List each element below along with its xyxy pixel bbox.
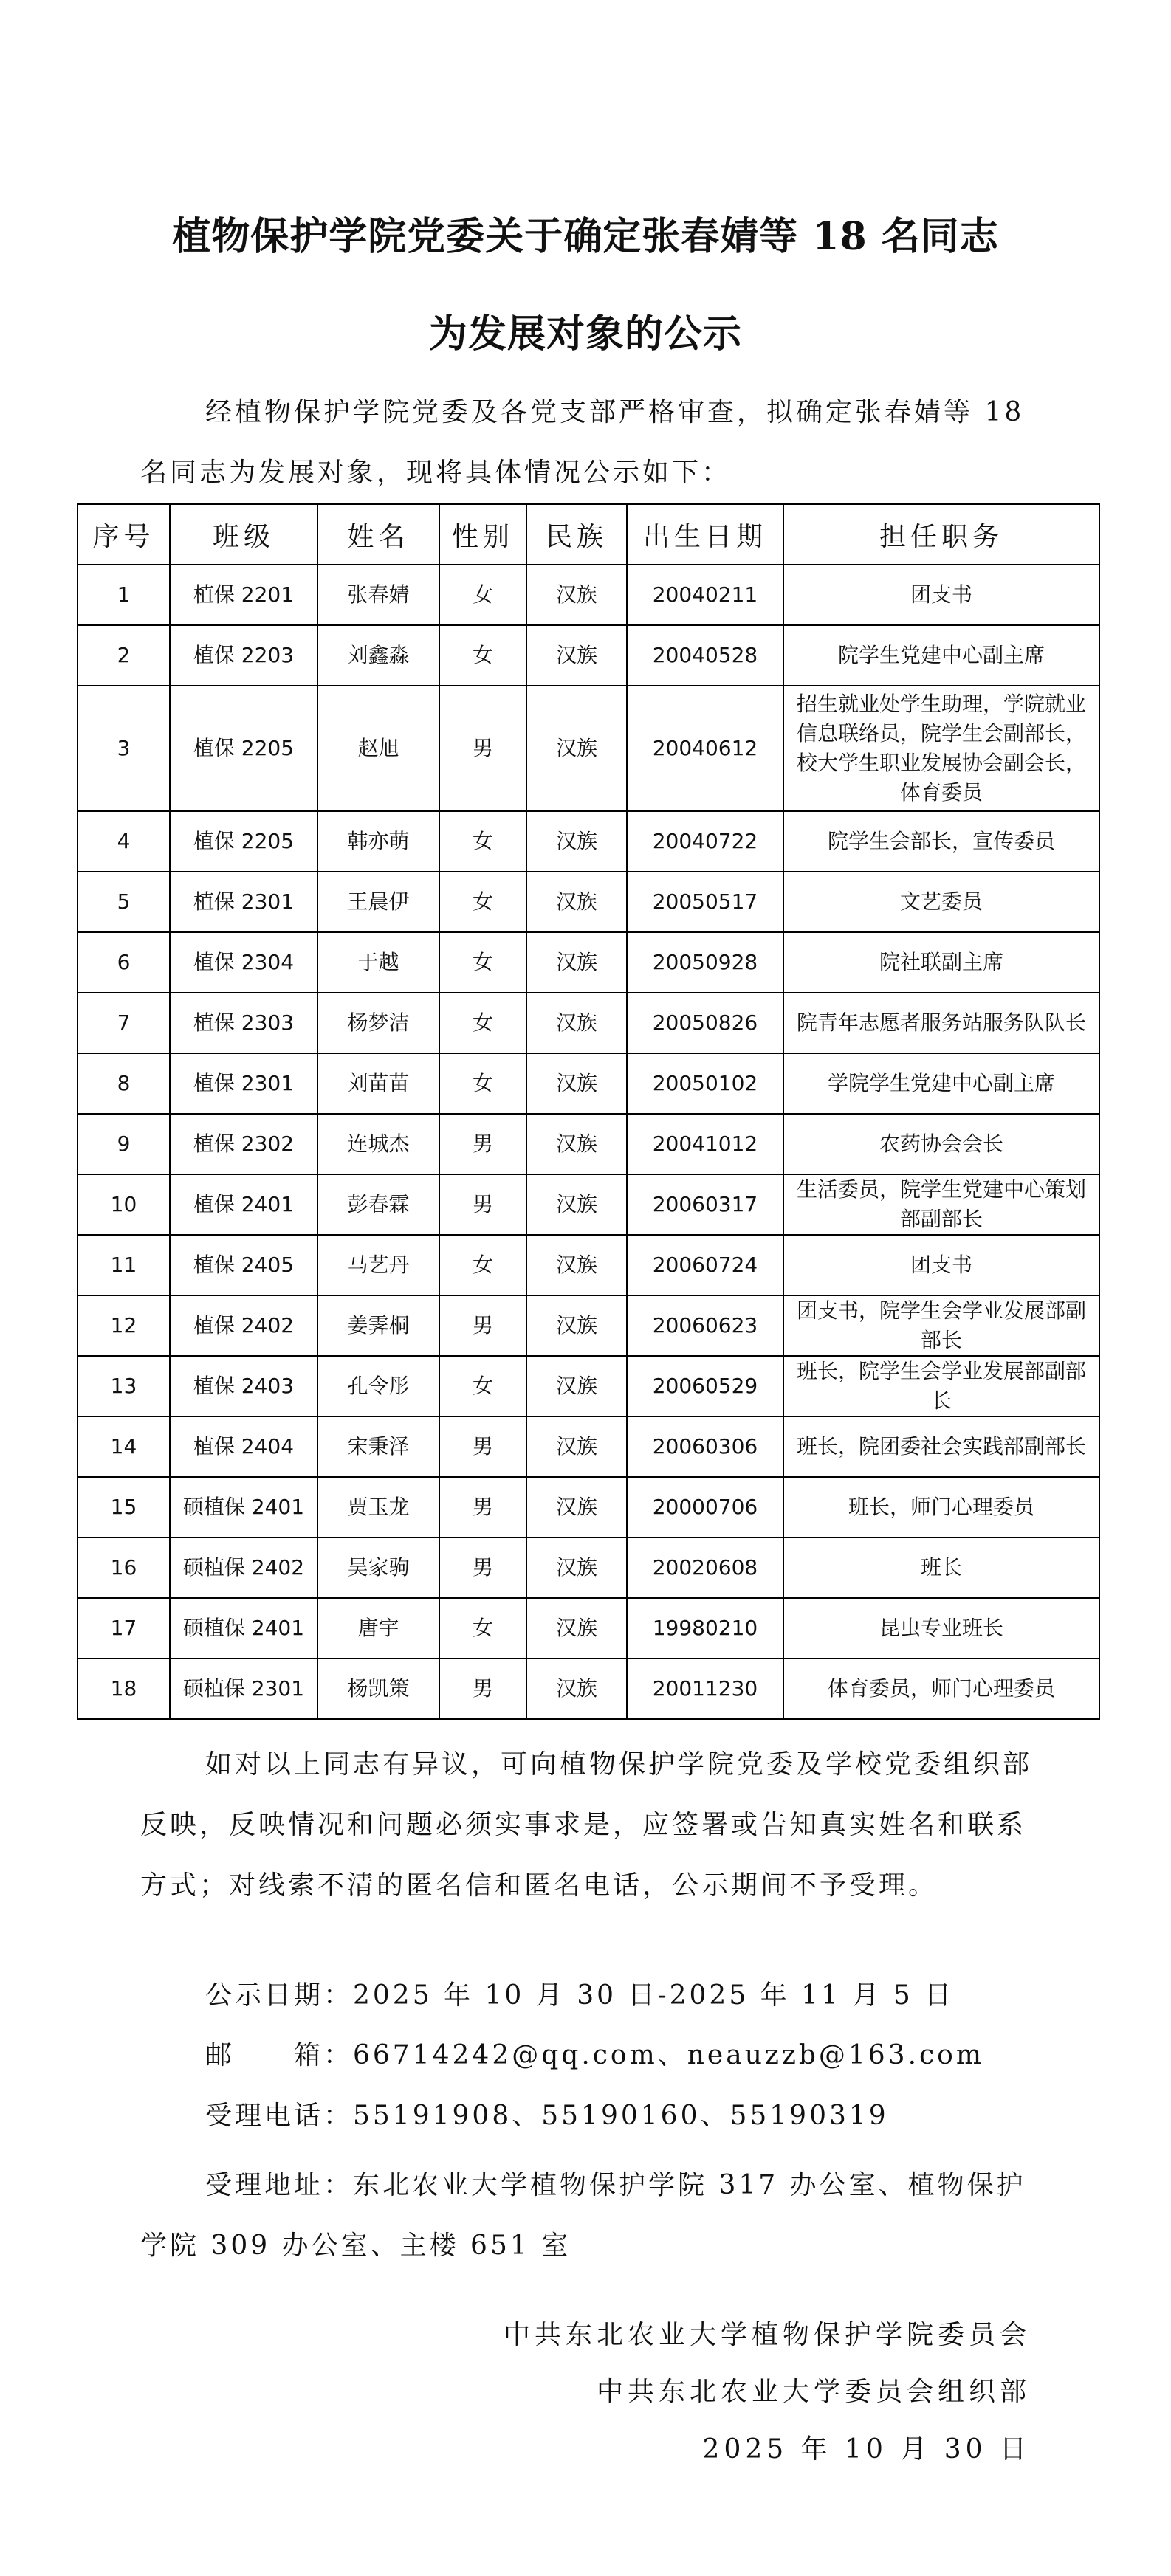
cell-birthdate: 20040612 (627, 686, 783, 811)
cell-class: 硕植保 2401 (170, 1598, 317, 1659)
table-body (78, 565, 1099, 1719)
table-row (78, 1174, 1099, 1235)
table-row (78, 686, 1099, 811)
header-position: 担任职务 (783, 504, 1099, 565)
cell-class: 植保 2201 (170, 565, 317, 625)
cell-name: 彭春霖 (317, 1174, 439, 1235)
cell-name: 赵旭 (317, 686, 439, 811)
cell-gender: 男 (439, 1659, 526, 1719)
cell-gender: 男 (439, 1114, 526, 1174)
contact-address: 受理地址：东北农业大学植物保护学院 317 办公室、植物保护学院 309 办公室、主楼 651 室 (140, 2170, 1026, 2261)
cell-position: 团支书 (783, 1235, 1099, 1295)
cell-name: 马艺丹 (317, 1235, 439, 1295)
cell-position: 昆虫专业班长 (783, 1598, 1099, 1659)
cell-ethnicity: 汉族 (526, 1598, 627, 1659)
objection-notice: 如对以上同志有异议，可向植物保护学院党委及学校党委组织部反映，反映情况和问题必须实事求是，应签署或告知真实姓名和联系方式；对线索不清的匿名信和匿名电话，公示期间不予受理。 (140, 1749, 1033, 1901)
cell-class: 硕植保 2301 (170, 1659, 317, 1719)
cell-position: 院青年志愿者服务站服务队队长 (783, 993, 1099, 1053)
cell-birthdate: 20050102 (627, 1053, 783, 1114)
cell-gender: 女 (439, 872, 526, 932)
cell-position: 团支书，院学生会学业发展部副部长 (783, 1295, 1099, 1356)
cell-name: 王晨伊 (317, 872, 439, 932)
cell-position: 团支书 (783, 565, 1099, 625)
cell-birthdate: 20040528 (627, 625, 783, 686)
cell-gender: 女 (439, 1235, 526, 1295)
cell-ethnicity: 汉族 (526, 811, 627, 872)
cell-birthdate: 20060317 (627, 1174, 783, 1235)
cell-name: 吴家驹 (317, 1537, 439, 1598)
cell-class: 植保 2301 (170, 1053, 317, 1114)
cell-position: 院学生会部长，宣传委员 (783, 811, 1099, 872)
cell-class: 植保 2301 (170, 872, 317, 932)
cell-position: 农药协会会长 (783, 1114, 1099, 1174)
cell-index: 7 (78, 993, 170, 1053)
contact-email: 邮 箱：66714242@qq.com、neauzzb@163.com (205, 2040, 984, 2070)
table-row (78, 625, 1099, 686)
cell-birthdate: 20011230 (627, 1659, 783, 1719)
cell-gender: 女 (439, 993, 526, 1053)
document-title-line-2: 为发展对象的公示 (428, 311, 742, 357)
cell-birthdate: 20041012 (627, 1114, 783, 1174)
cell-index: 18 (78, 1659, 170, 1719)
cell-position: 班长，师门心理委员 (783, 1477, 1099, 1537)
cell-ethnicity: 汉族 (526, 565, 627, 625)
cell-position: 院社联副主席 (783, 932, 1099, 993)
cell-ethnicity: 汉族 (526, 1416, 627, 1477)
cell-index: 12 (78, 1295, 170, 1356)
cell-gender: 男 (439, 1295, 526, 1356)
cell-gender: 女 (439, 932, 526, 993)
cell-class: 植保 2405 (170, 1235, 317, 1295)
cell-class: 植保 2203 (170, 625, 317, 686)
cell-name: 张春婧 (317, 565, 439, 625)
cell-name: 姜霁桐 (317, 1295, 439, 1356)
cell-birthdate: 20060724 (627, 1235, 783, 1295)
cell-index: 16 (78, 1537, 170, 1598)
header-ethnicity: 民族 (526, 504, 627, 565)
header-class: 班级 (170, 504, 317, 565)
cell-name: 于越 (317, 932, 439, 993)
cell-gender: 男 (439, 1537, 526, 1598)
cell-position: 班长，院学生会学业发展部副部长 (783, 1356, 1099, 1416)
cell-class: 植保 2304 (170, 932, 317, 993)
cell-ethnicity: 汉族 (526, 1114, 627, 1174)
cell-birthdate: 20000706 (627, 1477, 783, 1537)
header-name: 姓名 (317, 504, 439, 565)
cell-ethnicity: 汉族 (526, 932, 627, 993)
cell-class: 植保 2401 (170, 1174, 317, 1235)
cell-index: 15 (78, 1477, 170, 1537)
cell-index: 10 (78, 1174, 170, 1235)
cell-ethnicity: 汉族 (526, 1295, 627, 1356)
cell-gender: 男 (439, 1477, 526, 1537)
header-gender: 性别 (439, 504, 526, 565)
cell-index: 3 (78, 686, 170, 811)
table-row (78, 1356, 1099, 1416)
cell-position: 学院学生党建中心副主席 (783, 1053, 1099, 1114)
cell-birthdate: 20050517 (627, 872, 783, 932)
cell-birthdate: 20060306 (627, 1416, 783, 1477)
cell-index: 6 (78, 932, 170, 993)
cell-name: 杨凯策 (317, 1659, 439, 1719)
cell-ethnicity: 汉族 (526, 686, 627, 811)
cell-index: 9 (78, 1114, 170, 1174)
cell-birthdate: 20060529 (627, 1356, 783, 1416)
cell-index: 1 (78, 565, 170, 625)
cell-index: 11 (78, 1235, 170, 1295)
cell-name: 韩亦萌 (317, 811, 439, 872)
cell-ethnicity: 汉族 (526, 1174, 627, 1235)
cell-name: 连城杰 (317, 1114, 439, 1174)
table-row (78, 1416, 1099, 1477)
publicity-date: 公示日期：2025 年 10 月 30 日-2025 年 11 月 5 日 (205, 1980, 955, 2011)
table-row (78, 872, 1099, 932)
cell-index: 13 (78, 1356, 170, 1416)
table-row (78, 1114, 1099, 1174)
cell-gender: 男 (439, 1174, 526, 1235)
cell-name: 宋秉泽 (317, 1416, 439, 1477)
cell-index: 8 (78, 1053, 170, 1114)
cell-gender: 女 (439, 565, 526, 625)
cell-ethnicity: 汉族 (526, 1235, 627, 1295)
signature-committee: 中共东北农业大学植物保护学院委员会 (503, 2320, 1031, 2350)
cell-class: 植保 2205 (170, 811, 317, 872)
document-title-line-1: 植物保护学院党委关于确定张春婧等 18 名同志 (172, 214, 999, 259)
signature-date: 2025 年 10 月 30 日 (702, 2434, 1031, 2465)
cell-class: 植保 2302 (170, 1114, 317, 1174)
table-row (78, 1537, 1099, 1598)
cell-birthdate: 20040211 (627, 565, 783, 625)
cell-gender: 男 (439, 686, 526, 811)
table-row (78, 1295, 1099, 1356)
cell-ethnicity: 汉族 (526, 993, 627, 1053)
cell-name: 刘鑫淼 (317, 625, 439, 686)
cell-position: 班长 (783, 1537, 1099, 1598)
cell-position: 生活委员，院学生党建中心策划部副部长 (783, 1174, 1099, 1235)
cell-name: 孔令彤 (317, 1356, 439, 1416)
cell-position: 班长，院团委社会实践部副部长 (783, 1416, 1099, 1477)
cell-gender: 女 (439, 1356, 526, 1416)
table-row (78, 993, 1099, 1053)
cell-position: 招生就业处学生助理，学院就业信息联络员，院学生会副部长，校大学生职业发展协会副会长，体育委员 (783, 686, 1099, 811)
table-row (78, 932, 1099, 993)
cell-birthdate: 20060623 (627, 1295, 783, 1356)
cell-index: 14 (78, 1416, 170, 1477)
cell-position: 体育委员，师门心理委员 (783, 1659, 1099, 1719)
header-index: 序号 (78, 504, 170, 565)
table-row (78, 1598, 1099, 1659)
table-row (78, 811, 1099, 872)
cell-class: 硕植保 2402 (170, 1537, 317, 1598)
contact-phone: 受理电话：55191908、55190160、55190319 (205, 2101, 889, 2131)
cell-name: 唐宇 (317, 1598, 439, 1659)
cell-index: 2 (78, 625, 170, 686)
table-row (78, 565, 1099, 625)
candidate-table (77, 503, 1100, 1720)
cell-birthdate: 20050928 (627, 932, 783, 993)
cell-index: 17 (78, 1598, 170, 1659)
cell-name: 刘苗苗 (317, 1053, 439, 1114)
table-row (78, 1235, 1099, 1295)
cell-class: 植保 2303 (170, 993, 317, 1053)
cell-ethnicity: 汉族 (526, 1053, 627, 1114)
cell-class: 植保 2402 (170, 1295, 317, 1356)
intro-paragraph: 经植物保护学院党委及各党支部严格审查，拟确定张春婧等 18 名同志为发展对象，现将具体情况公示如下： (140, 397, 1025, 488)
cell-index: 5 (78, 872, 170, 932)
cell-gender: 男 (439, 1416, 526, 1477)
cell-gender: 女 (439, 625, 526, 686)
table-row (78, 1053, 1099, 1114)
cell-ethnicity: 汉族 (526, 1356, 627, 1416)
cell-class: 植保 2404 (170, 1416, 317, 1477)
cell-class: 硕植保 2401 (170, 1477, 317, 1537)
cell-ethnicity: 汉族 (526, 625, 627, 686)
cell-gender: 女 (439, 1053, 526, 1114)
cell-birthdate: 20050826 (627, 993, 783, 1053)
cell-position: 文艺委员 (783, 872, 1099, 932)
cell-ethnicity: 汉族 (526, 872, 627, 932)
cell-birthdate: 19980210 (627, 1598, 783, 1659)
table-row (78, 1477, 1099, 1537)
cell-ethnicity: 汉族 (526, 1537, 627, 1598)
cell-birthdate: 20040722 (627, 811, 783, 872)
cell-ethnicity: 汉族 (526, 1659, 627, 1719)
cell-name: 贾玉龙 (317, 1477, 439, 1537)
cell-class: 植保 2205 (170, 686, 317, 811)
cell-ethnicity: 汉族 (526, 1477, 627, 1537)
cell-index: 4 (78, 811, 170, 872)
table-row (78, 1659, 1099, 1719)
cell-gender: 女 (439, 811, 526, 872)
signature-organization-dept: 中共东北农业大学委员会组织部 (596, 2377, 1031, 2407)
cell-position: 院学生党建中心副主席 (783, 625, 1099, 686)
cell-name: 杨梦洁 (317, 993, 439, 1053)
table-header-row (78, 504, 1099, 565)
cell-class: 植保 2403 (170, 1356, 317, 1416)
header-birthdate: 出生日期 (627, 504, 783, 565)
cell-gender: 女 (439, 1598, 526, 1659)
cell-birthdate: 20020608 (627, 1537, 783, 1598)
